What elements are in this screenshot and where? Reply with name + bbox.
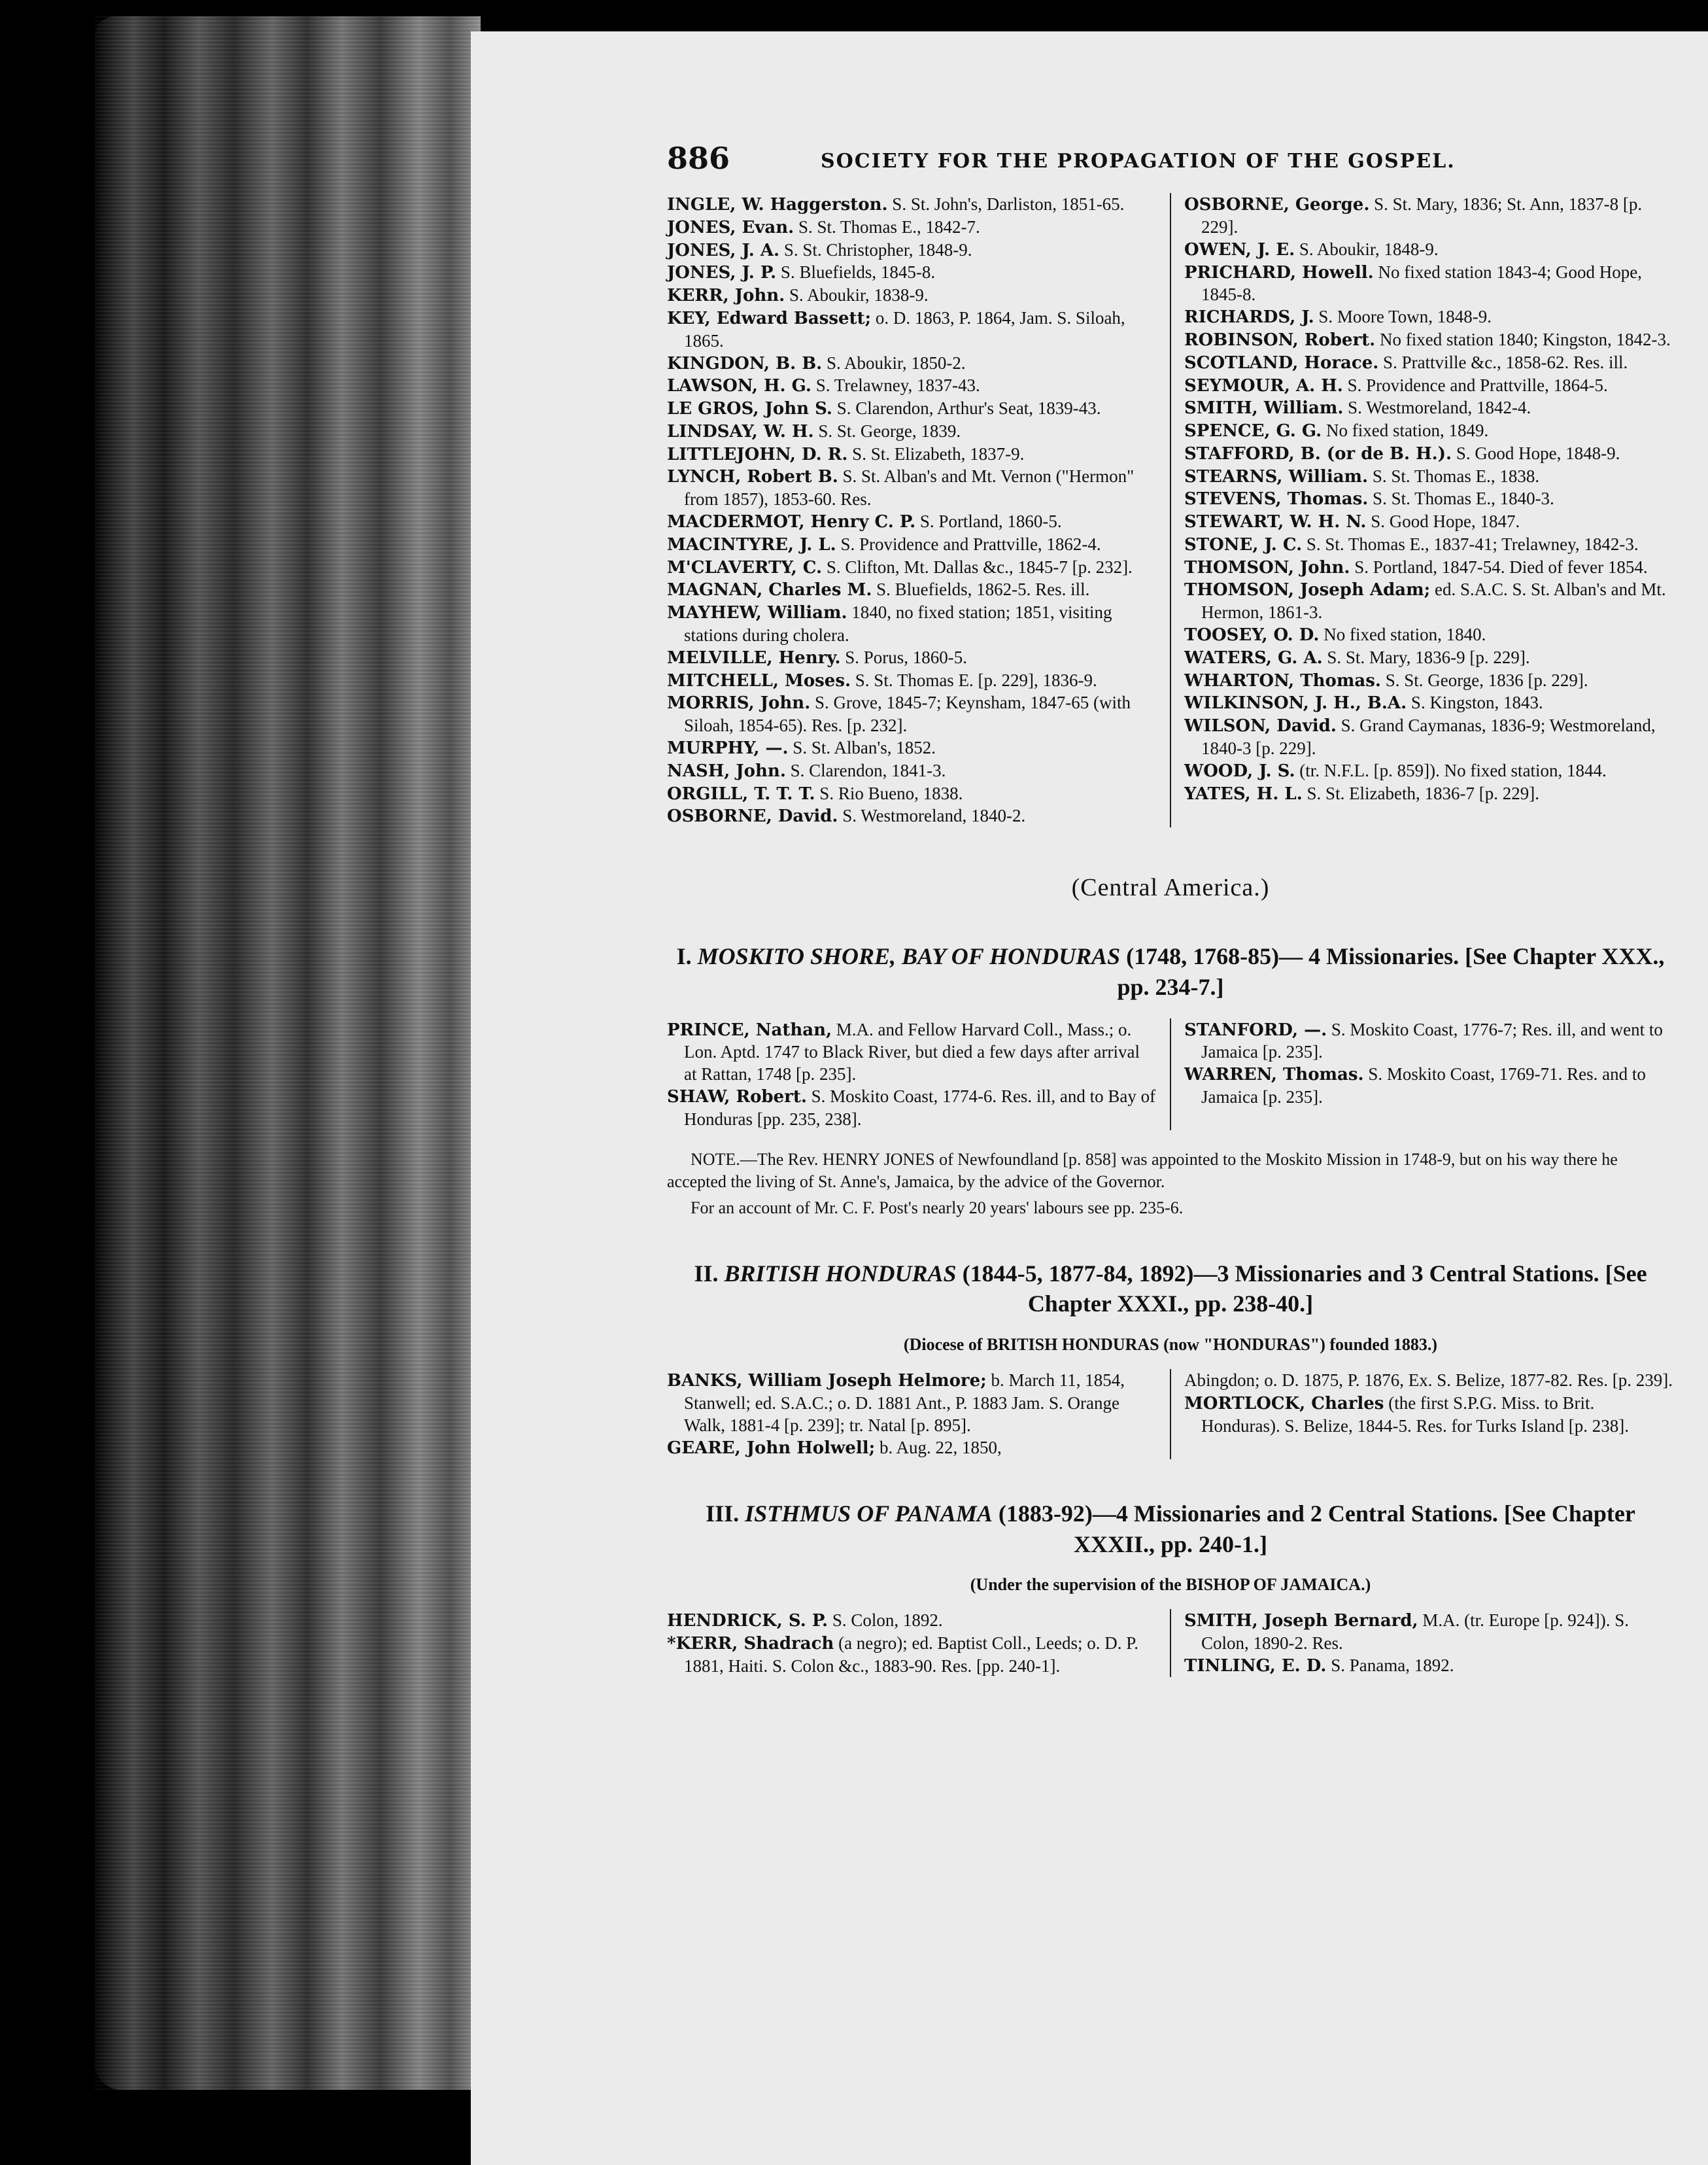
missionary-name: YATES, H. L. xyxy=(1184,784,1303,804)
missionary-entry xyxy=(667,352,1157,375)
missionary-name: ROBINSON, Robert. xyxy=(1184,330,1376,351)
missionary-name: SHAW, Robert. xyxy=(667,1087,807,1107)
missionary-entry xyxy=(667,782,1157,805)
missionary-name: JONES, J. A. xyxy=(667,240,780,260)
missionary-details: M.A. (tr. Europe [p. 924]). S. Colon, 1890-2. Res. xyxy=(1201,1610,1630,1654)
missionary-name: GEARE, John Holwell; xyxy=(667,1438,876,1458)
missionary-details: S. Grove, 1845-7; Keynsham, 1847-65 (with Siloah, 1854-65). Res. [p. 232]. xyxy=(684,693,1131,736)
missionary-name: TOOSEY, O. D. xyxy=(1184,625,1320,646)
missionary-name: THOMSON, John. xyxy=(1184,557,1350,578)
missionary-entry xyxy=(1184,1063,1674,1108)
missionary-name: STEVENS, Thomas. xyxy=(1184,489,1369,510)
missionary-name: OSBORNE, George. xyxy=(1184,195,1370,215)
missionary-name: OSBORNE, David. xyxy=(667,806,838,827)
missionary-entry xyxy=(1184,261,1674,306)
missionary-name: WILSON, David. xyxy=(1184,716,1337,736)
missionary-name: WILKINSON, J. H., B.A. xyxy=(1184,693,1407,714)
missionary-name: JONES, J. P. xyxy=(667,263,777,283)
missionary-details: S. St. Thomas E., 1842-7. xyxy=(798,217,980,237)
missionary-details: S. Westmoreland, 1840-2. xyxy=(842,806,1026,826)
missionary-details: 1840, no fixed station; 1851, visiting stations during cholera. xyxy=(684,602,1112,645)
moskito-note-post: For an account of Mr. C. F. Post's nearly 20 years' labours see pp. 235-6. xyxy=(691,1198,1184,1217)
missionary-entry xyxy=(1184,374,1674,397)
missionary-details: Abingdon; o. D. 1875, P. 1876, Ex. S. Belize, 1877-82. Res. [p. 239]. xyxy=(1184,1370,1673,1391)
missionary-entry xyxy=(667,1436,1157,1459)
missionary-details: S. Good Hope, 1848-9. xyxy=(1456,443,1620,463)
missionary-details: S. St. Elizabeth, 1836-7 [p. 229]. xyxy=(1307,783,1539,803)
missionary-entry xyxy=(1184,578,1674,623)
section-numeral: III. xyxy=(706,1500,740,1527)
missionary-name: JONES, Evan. xyxy=(667,217,794,237)
missionary-details: S. Portland, 1847-54. Died of fever 1854. xyxy=(1354,557,1648,577)
missionary-details: S. St. Mary, 1836; St. Ann, 1837-8 [p. 229]. xyxy=(1201,194,1643,237)
missionary-details: S. Trelawney, 1837-43. xyxy=(815,375,980,396)
missionary-entry xyxy=(667,443,1157,466)
missionary-name: SMITH, Joseph Bernard, xyxy=(1184,1611,1418,1631)
missionary-entry xyxy=(667,805,1157,827)
missionary-details: S. Porus, 1860-5. xyxy=(845,647,968,667)
missionary-entry xyxy=(1184,396,1674,419)
missionary-name: MACINTYRE, J. L. xyxy=(667,534,836,555)
missionary-details: S. Clarendon, Arthur's Seat, 1839-43. xyxy=(836,398,1101,419)
missionary-name: SMITH, William. xyxy=(1184,398,1344,419)
diocese-subheading: (Diocese of BRITISH HONDURAS (now "HONDURAS") founded 1883.) xyxy=(903,1335,1438,1355)
list-left-column xyxy=(667,1369,1171,1459)
missionary-entry xyxy=(1184,193,1674,238)
missionary-details: S. Portland, 1860-5. xyxy=(919,511,1062,532)
missionary-entry xyxy=(1184,442,1674,465)
page-number: 886 xyxy=(667,141,730,176)
missionary-details: S. St. George, 1836 [p. 229]. xyxy=(1385,670,1588,690)
missionary-entry xyxy=(1184,691,1674,714)
missionary-details: b. March 11, 1854, Stanwell; ed. S.A.C.; o. D. 1881 Ant., P. 1883 Jam. S. Orange Walk, 1881-4 [p. 239]; tr. Natal [p. 895]. xyxy=(684,1370,1125,1435)
missionary-entry xyxy=(667,193,1157,216)
missionary-details: S. Clarendon, 1841-3. xyxy=(790,760,946,780)
missionary-name: WATERS, G. A. xyxy=(1184,648,1323,668)
list-right-column xyxy=(1171,1018,1674,1109)
missionary-entry xyxy=(667,1609,1157,1632)
missionary-entry xyxy=(1184,669,1674,692)
missionary-details: (tr. N.F.L. [p. 859]). No fixed station, 1844. xyxy=(1299,760,1607,780)
missionary-details: S. St. Christopher, 1848-9. xyxy=(783,239,972,260)
supervision-subheading: (Under the supervision of the BISHOP OF JAMAICA.) xyxy=(970,1575,1371,1595)
book-page-edges xyxy=(95,16,481,2090)
missionary-entry xyxy=(1184,623,1674,646)
missionary-entry xyxy=(667,216,1157,239)
missionary-entry xyxy=(667,1369,1157,1436)
missionary-details: S. Moore Town, 1848-9. xyxy=(1318,307,1492,327)
section-heading-british-honduras xyxy=(667,1258,1674,1320)
missionary-name: TINLING, E. D. xyxy=(1184,1656,1327,1676)
section-details: (1883-92)—4 Missionaries and 2 Central Stations. [See Chapter XXXII., pp. 240-1.] xyxy=(998,1500,1635,1557)
list-left-column xyxy=(667,1609,1171,1677)
missionary-name: PRINCE, Nathan, xyxy=(667,1020,832,1040)
section-numeral: II. xyxy=(694,1260,719,1287)
missionary-details: No fixed station 1840; Kingston, 1842-3. xyxy=(1379,330,1671,350)
missionary-entry xyxy=(667,510,1157,533)
missionary-details: S. St. Thomas E., 1838. xyxy=(1372,466,1540,486)
missionary-details: S. Clifton, Mt. Dallas &c., 1845-7 [p. 232]. xyxy=(826,557,1133,577)
missionary-details: S. Grand Caymanas, 1836-9; Westmoreland, 1840-3 [p. 229]. xyxy=(1201,716,1656,758)
missionary-name: LE GROS, John S. xyxy=(667,399,832,419)
missionary-entry xyxy=(1184,714,1674,759)
missionary-name: MORRIS, John. xyxy=(667,693,811,714)
missionary-details: S. Moskito Coast, 1769-71. Res. and to Jamaica [p. 235]. xyxy=(1201,1064,1646,1107)
missionary-name: HENDRICK, S. P. xyxy=(667,1611,828,1631)
missionary-entry xyxy=(667,691,1157,736)
missionary-entry xyxy=(667,465,1157,510)
missionary-name: MACDERMOT, Henry C. P. xyxy=(667,512,916,532)
missionary-details: S. St. George, 1839. xyxy=(818,421,961,441)
missionary-entry xyxy=(1184,759,1674,782)
missionary-details: S. Good Hope, 1847. xyxy=(1371,511,1520,532)
section-details: (1844-5, 1877-84, 1892)—3 Missionaries and 3 Central Stations. [See Chapter XXXI., pp. 238-40.] xyxy=(962,1260,1647,1317)
missionary-details: S. St. Alban's, 1852. xyxy=(793,738,936,758)
missionary-details: S. St. Thomas E. [p. 229], 1836-9. xyxy=(855,670,1097,690)
missionary-entry xyxy=(1184,328,1674,351)
missionary-details: S. Prattville &c., 1858-62. Res. ill. xyxy=(1383,352,1628,372)
moskito-note: NOTE.—The Rev. HENRY JONES of Newfoundland [p. 858] was appointed to the Moskito Mission in 1748-9, but on his way there he accepted the living of St. Anne's, Jamaica, by the advice of the Governor. xyxy=(667,1150,1618,1191)
missionary-name: WOOD, J. S. xyxy=(1184,761,1295,781)
missionary-entry xyxy=(667,736,1157,759)
missionary-details: S. Westmoreland, 1842-4. xyxy=(1348,398,1531,418)
missionary-details: S. Moskito Coast, 1776-7; Res. ill, and went to Jamaica [p. 235]. xyxy=(1201,1019,1663,1062)
missionary-details: S. Colon, 1892. xyxy=(832,1610,943,1631)
missionary-name: MORTLOCK, Charles xyxy=(1184,1393,1384,1413)
section-name: ISTHMUS OF PANAMA xyxy=(745,1500,993,1527)
missionary-entry xyxy=(667,374,1157,397)
list-left-column xyxy=(667,193,1171,827)
missionary-name: RICHARDS, J. xyxy=(1184,307,1314,328)
missionary-entry xyxy=(1184,465,1674,488)
missionary-details: S. Rio Bueno, 1838. xyxy=(819,783,963,803)
section-heading-moskito-shore xyxy=(667,941,1674,1003)
missionary-entry xyxy=(667,261,1157,284)
missionary-entry xyxy=(1184,1392,1674,1437)
missionary-entry xyxy=(667,646,1157,669)
missionary-name: LINDSAY, W. H. xyxy=(667,421,814,442)
missionary-name: WHARTON, Thomas. xyxy=(1184,670,1381,691)
missionary-entry xyxy=(1184,556,1674,579)
section-numeral: I. xyxy=(676,943,692,970)
missionary-name: THOMSON, Joseph Adam; xyxy=(1184,580,1431,600)
missionary-name: LITTLEJOHN, D. R. xyxy=(667,444,848,464)
missionary-details: No fixed station, 1849. xyxy=(1325,421,1489,441)
missionary-name: MAYHEW, William. xyxy=(667,603,847,623)
missionary-name: OWEN, J. E. xyxy=(1184,239,1295,260)
missionary-entry xyxy=(667,307,1157,352)
missionary-entry xyxy=(1184,1654,1674,1677)
missionary-details: b. Aug. 22, 1850, xyxy=(880,1437,1002,1457)
missionary-details: M.A. and Fellow Harvard Coll., Mass.; o. Lon. Aptd. 1747 to Black River, but died a few days after arrival at Rattan, 1748 [p. 235]. xyxy=(684,1019,1140,1084)
missionary-entry xyxy=(667,1632,1157,1677)
missionary-entry xyxy=(667,578,1157,601)
missionary-entry xyxy=(1184,487,1674,510)
missionary-name: BANKS, William Joseph Helmore; xyxy=(667,1371,987,1391)
missionary-name: KERR, John. xyxy=(667,286,785,305)
missionary-name: STEARNS, William. xyxy=(1184,466,1369,487)
missionary-name: STEWART, W. H. N. xyxy=(1184,512,1367,532)
missionary-entry xyxy=(667,669,1157,692)
missionary-entry xyxy=(1184,1018,1674,1064)
missionary-details: S. Aboukir, 1850-2. xyxy=(827,353,966,373)
missionary-details: S. St. Elizabeth, 1837-9. xyxy=(852,443,1025,464)
missionary-name: INGLE, W. Haggerston. xyxy=(667,195,888,215)
section-details: (1748, 1768-85)— 4 Missionaries. [See Chapter XXX., pp. 234-7.] xyxy=(1117,943,1665,1000)
missionary-entry xyxy=(667,239,1157,262)
missionary-name: LYNCH, Robert B. xyxy=(667,467,838,487)
british-honduras-missionary-list xyxy=(667,1369,1674,1459)
missionary-entry xyxy=(667,1018,1157,1086)
missionary-entry xyxy=(1184,510,1674,533)
missionary-details: S. St. Thomas E., 1837-41; Trelawney, 1842-3. xyxy=(1306,534,1639,554)
missionary-entry xyxy=(667,601,1157,646)
missionary-details: S. Providence and Prattville, 1864-5. xyxy=(1347,375,1608,395)
missionary-name: LAWSON, H. G. xyxy=(667,376,811,396)
missionary-name: *KERR, Shadrach xyxy=(667,1634,834,1654)
missionary-details: S. St. John's, Darliston, 1851-65. xyxy=(892,194,1125,214)
missionary-name: MAGNAN, Charles M. xyxy=(667,580,872,600)
list-right-column xyxy=(1171,1369,1674,1437)
missionary-details: S. St. Mary, 1836-9 [p. 229]. xyxy=(1327,647,1530,667)
missionary-entry xyxy=(667,556,1157,579)
missionary-entry xyxy=(667,533,1157,556)
list-right-column xyxy=(1171,1609,1674,1677)
missionary-name: M'CLAVERTY, C. xyxy=(667,557,823,578)
missionary-details: (a negro); ed. Baptist Coll., Leeds; o. D. P. 1881, Haiti. S. Colon &c., 1883-90. Res. [pp. 240-1]. xyxy=(684,1633,1139,1676)
moskito-missionary-list xyxy=(667,1018,1674,1131)
missionary-name: PRICHARD, Howell. xyxy=(1184,262,1374,283)
missionary-name: STANFORD, —. xyxy=(1184,1020,1327,1040)
missionary-details: (the first S.P.G. Miss. to Brit. Honduras). S. Belize, 1844-5. Res. for Turks Island [p. 238]. xyxy=(1201,1393,1629,1436)
missionary-details: ed. S.A.C. S. St. Alban's and Mt. Hermon, 1861-3. xyxy=(1201,580,1666,623)
missionary-details: S. St. Alban's and Mt. Vernon ("Hermon" from 1857), 1853-60. Res. xyxy=(684,466,1135,510)
missionary-entry xyxy=(1184,238,1674,261)
missionary-name: STAFFORD, B. (or de B. H.). xyxy=(1184,443,1452,464)
missionary-name: MITCHELL, Moses. xyxy=(667,670,851,691)
missionary-name: SCOTLAND, Horace. xyxy=(1184,353,1379,373)
missionary-entry xyxy=(667,284,1157,307)
missionary-details: No fixed station 1843-4; Good Hope, 1845-8. xyxy=(1201,262,1642,305)
missionary-details: S. Aboukir, 1848-9. xyxy=(1299,239,1439,259)
section-name: BRITISH HONDURAS xyxy=(724,1260,957,1287)
section-name: MOSKITO SHORE, BAY OF HONDURAS xyxy=(697,943,1121,970)
missionary-name: MELVILLE, Henry. xyxy=(667,648,841,668)
missionary-name: KEY, Edward Bassett; xyxy=(667,308,872,328)
missionary-details: S. Panama, 1892. xyxy=(1331,1655,1454,1676)
list-right-column xyxy=(1171,193,1674,805)
missionary-entry xyxy=(1184,533,1674,556)
missionary-details: o. D. 1863, P. 1864, Jam. S. Siloah, 1865. xyxy=(684,307,1125,351)
missionary-details: S. Kingston, 1843. xyxy=(1410,693,1543,713)
missionary-entry xyxy=(1184,305,1674,328)
running-title: SOCIETY FOR THE PROPAGATION OF THE GOSPEL. xyxy=(821,150,1456,173)
missionary-details: S. Aboukir, 1838-9. xyxy=(789,285,929,305)
missionary-name: WARREN, Thomas. xyxy=(1184,1065,1364,1085)
jamaica-missionary-list xyxy=(667,193,1674,827)
page-content xyxy=(667,141,1674,1677)
missionary-name: MURPHY, —. xyxy=(667,738,789,759)
missionary-details: S. Moskito Coast, 1774-6. Res. ill, and to Bay of Honduras [pp. 235, 238]. xyxy=(684,1086,1156,1130)
missionary-details: S. Bluefields, 1862-5. Res. ill. xyxy=(876,580,1090,600)
missionary-entry xyxy=(1184,1609,1674,1654)
running-header xyxy=(667,141,1674,193)
missionary-details: No fixed station, 1840. xyxy=(1324,625,1486,645)
missionary-name: NASH, John. xyxy=(667,761,786,781)
missionary-entry xyxy=(667,759,1157,782)
section-heading-isthmus-of-panama xyxy=(667,1498,1674,1560)
missionary-details: S. Bluefields, 1845-8. xyxy=(780,262,936,283)
panama-missionary-list xyxy=(667,1609,1674,1677)
missionary-entry xyxy=(667,1085,1157,1130)
central-america-heading: (Central America.) xyxy=(1071,874,1270,902)
missionary-name: SPENCE, G. G. xyxy=(1184,421,1322,442)
missionary-name: ORGILL, T. T. T. xyxy=(667,784,815,804)
missionary-name: SEYMOUR, A. H. xyxy=(1184,375,1343,396)
missionary-entry xyxy=(1184,782,1674,805)
missionary-details: S. St. Thomas E., 1840-3. xyxy=(1373,489,1554,509)
missionary-entry xyxy=(1184,419,1674,442)
missionary-name: KINGDON, B. B. xyxy=(667,353,823,373)
missionary-entry xyxy=(1184,351,1674,374)
missionary-entry xyxy=(667,420,1157,443)
missionary-entry xyxy=(1184,1369,1674,1392)
missionary-name: STONE, J. C. xyxy=(1184,534,1303,555)
missionary-entry xyxy=(1184,646,1674,669)
list-left-column xyxy=(667,1018,1171,1131)
missionary-details: S. Providence and Prattville, 1862-4. xyxy=(840,534,1101,554)
missionary-entry xyxy=(667,397,1157,420)
